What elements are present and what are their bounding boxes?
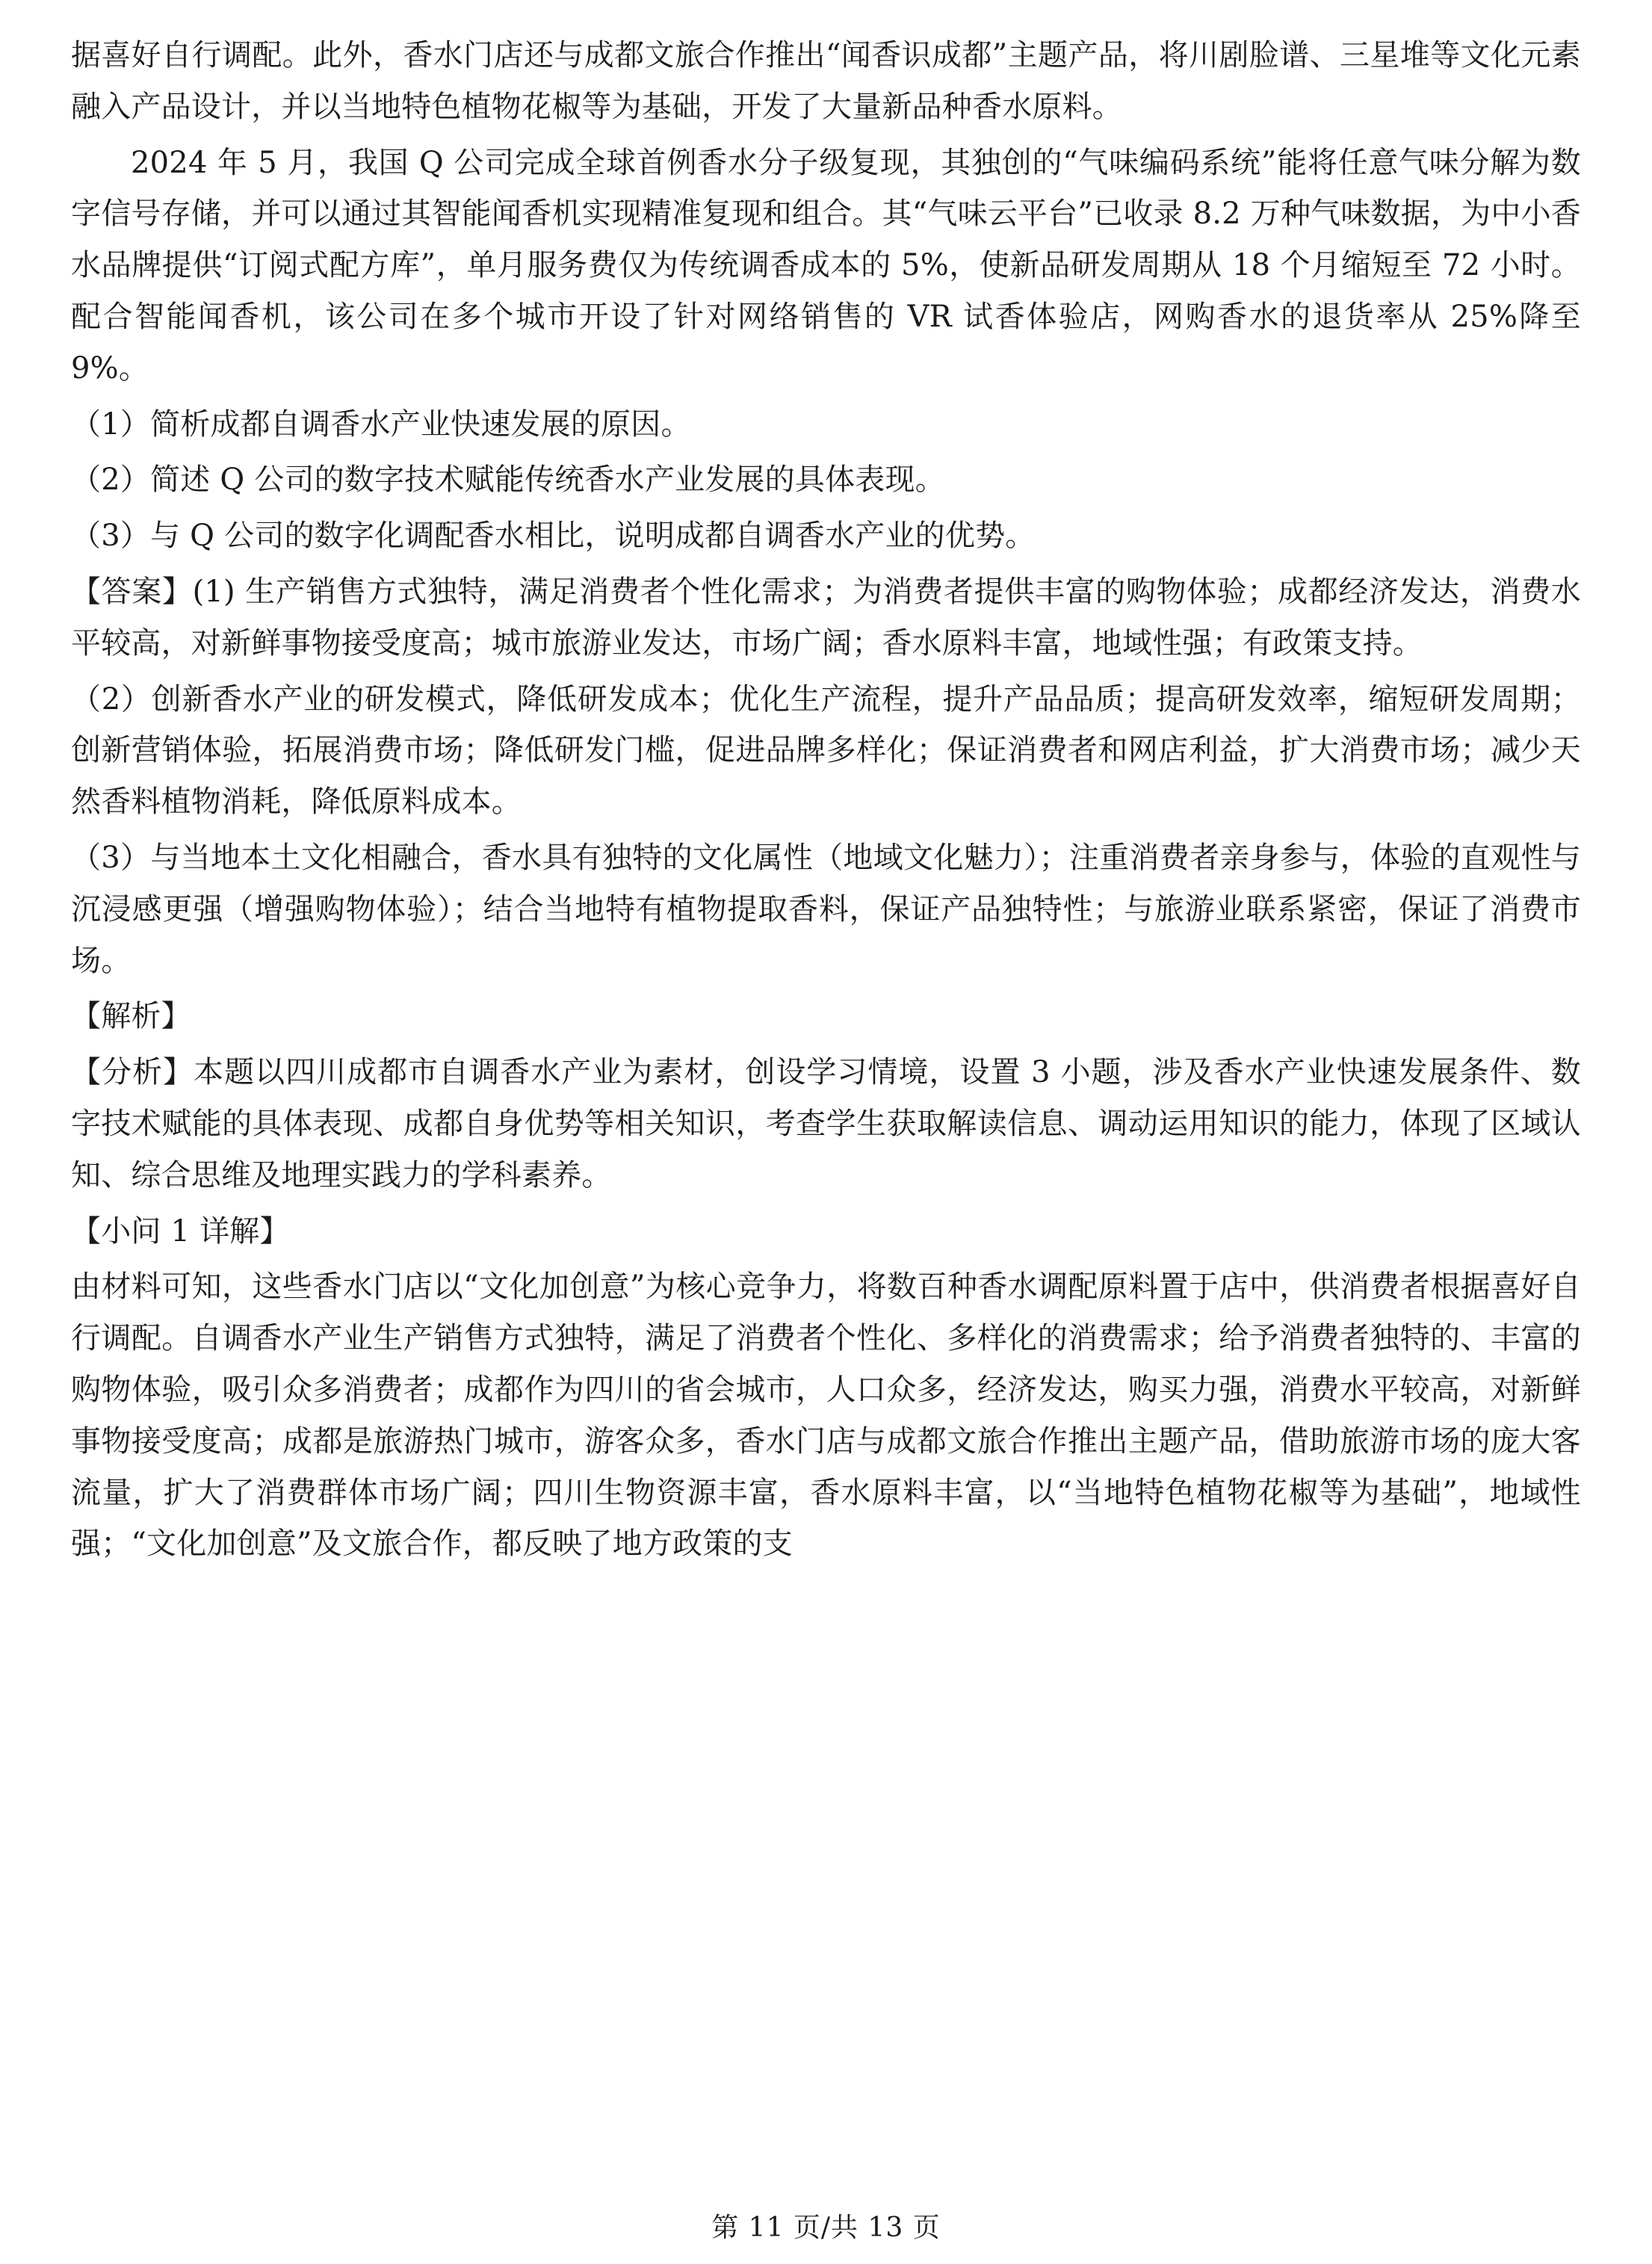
question-1: （1）简析成都自调香水产业快速发展的原因。 (71, 406, 691, 442)
sub-question-1-explanation: 由材料可知，这些香水门店以“文化加创意”为核心竞争力，将数百种香水调配原料置于店中，供消费者根据喜好自行调配。自调香水产业生产销售方式独特，满足了消费者个性化、多样化的消费需求；给予消费者独特的、丰富的购物体验，吸引众多消费者；成都作为四川的省会城市，人口众多，经济发达，购买力强，消费水平较高，对新鲜事物接受度高；成都是旅游热门城市，游客众多，香水门店与成都文旅合作推出主题产品，借助旅游市场的庞大客流量，扩大了消费群体市场广阔；四川生物资源丰富，香水原料丰富，以“当地特色植物花椒等为基础”，地域性强；“文化加创意”及文旅合作，都反映了地方政策的支 (71, 1269, 1581, 1562)
answer-2: （2）创新香水产业的研发模式，降低研发成本；优化生产流程，提升产品品质；提高研发效率，缩短研发周期；创新营销体验，拓展消费市场；降低研发门槛，促进品牌多样化；保证消费者和网店利益，扩大消费市场；减少天然香料植物消耗，降低原料成本。 (71, 681, 1581, 820)
analysis-heading: 【解析】 (71, 999, 191, 1034)
sub-question-1-heading: 【小问 1 详解】 (71, 1213, 290, 1249)
answer-3: （3）与当地本土文化相融合，香水具有独特的文化属性（地域文化魅力）；注重消费者亲身参与，体验的直观性与沉浸感更强（增强购物体验）；结合当地特有植物提取香料，保证产品独特性；与旅游业联系紧密，保证了消费市场。 (71, 840, 1581, 978)
analysis-paragraph: 【分析】本题以四川成都市自调香水产业为素材，创设学习情境，设置 3 小题，涉及香水产业快速发展条件、数字技术赋能的具体表现、成都自身优势等相关知识，考查学生获取解读信息、调动运用知识的能力，体现了区域认知、综合思维及地理实践力的学科素养。 (71, 1055, 1581, 1193)
question-2: （2）简述 Q 公司的数字技术赋能传统香水产业发展的具体表现。 (71, 463, 945, 498)
paragraph-material-company-q: 2024 年 5 月，我国 Q 公司完成全球首例香水分子级复现，其独创的“气味编码系统”能将任意气味分解为数字信号存储，并可以通过其智能闻香机实现精准复现和组合。其“气味云平台”已收录 8.2 万种气味数据，为中小香水品牌提供“订阅式配方库”，单月服务费仅为传统调香成本的 5%，使新品研发周期从 18 个月缩短至 72 小时。配合智能闻香机，该公司在多个城市开设了针对网络销售的 VR 试香体验店，网购香水的退货率从 25%降至 9%。 (71, 145, 1581, 386)
answer-1: 【答案】(1) 生产销售方式独特，满足消费者个性化需求；为消费者提供丰富的购物体验；成都经济发达，消费水平较高，对新鲜事物接受度高；城市旅游业发达，市场广阔；香水原料丰富，地域性强；有政策支持。 (71, 574, 1581, 661)
paragraph-material-intro-continued: 据喜好自行调配。此外，香水门店还与成都文旅合作推出“闻香识成都”主题产品，将川剧脸谱、三星堆等文化元素融入产品设计，并以当地特色植物花椒等为基础，开发了大量新品种香水原料。 (71, 38, 1581, 124)
question-3: （3）与 Q 公司的数字化调配香水相比，说明成都自调香水产业的优势。 (71, 519, 1036, 554)
document-body (71, 30, 1581, 1570)
page-footer: 第 11 页/共 13 页 (711, 2212, 941, 2243)
